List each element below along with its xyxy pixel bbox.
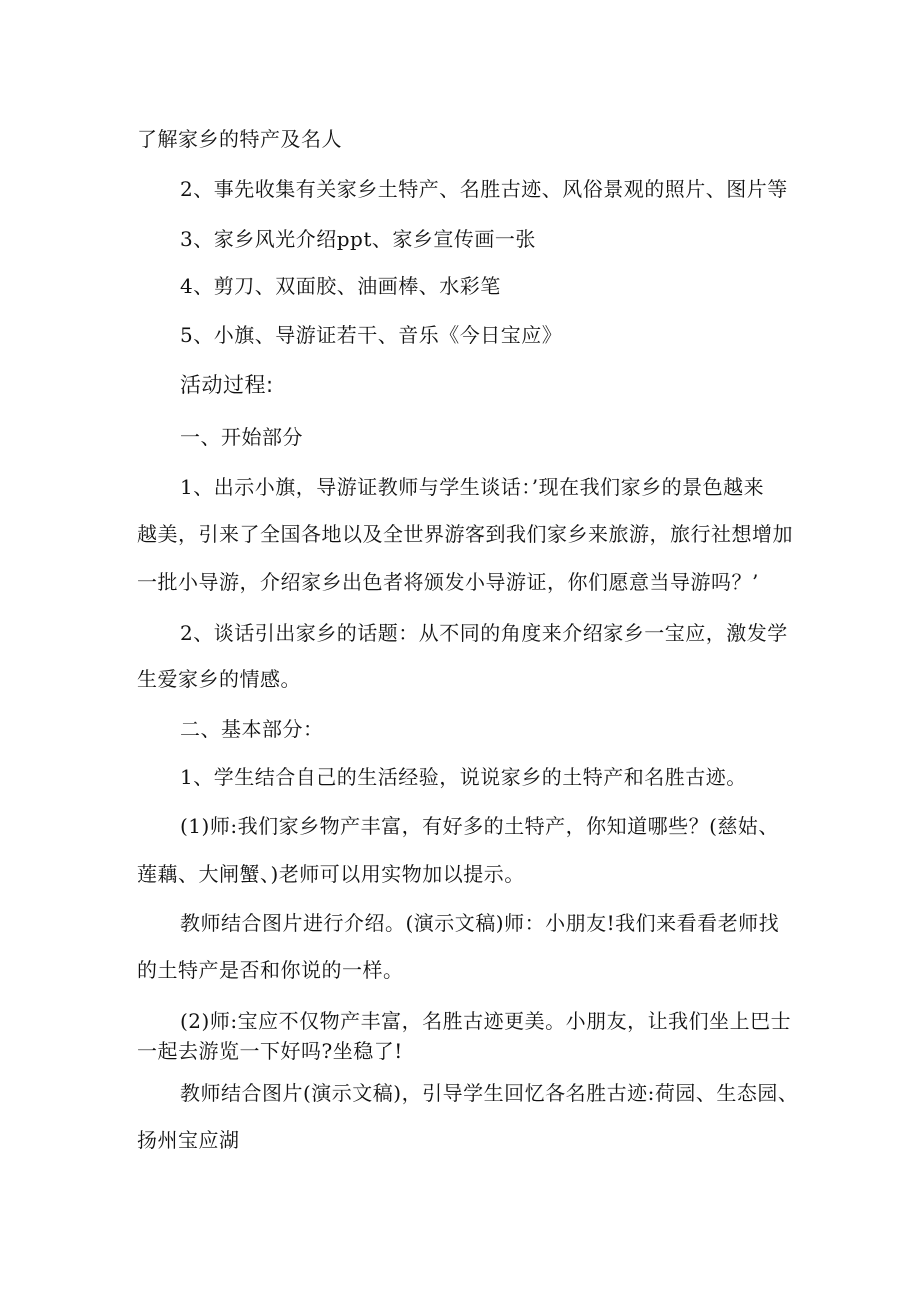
part2-teacher1-line1: 教师结合图片进行介绍。(演示文稿)师：小朋友!我们来看看老师找	[180, 911, 780, 935]
part1-paragraph1-line3: 一批小导游，介绍家乡出色者将颁发小导游证，你们愿意当导游吗？’	[137, 570, 759, 594]
part2-question1-line1: (1)师:我们家乡物产丰富，有好多的土特产，你知道哪些？(慈姑、	[180, 814, 779, 838]
materials-item-3: 3、家乡风光介绍ppt、家乡宣传画一张	[180, 227, 536, 251]
part2-question1-line2: 莲藕、大闸蟹、)老师可以用实物加以提示。	[137, 862, 525, 886]
materials-item1-continuation: 了解家乡的特产及名人	[137, 127, 342, 151]
part1-paragraph1-line1: 1、出示小旗，导游证教师与学生谈话：’现在我们家乡的景色越来	[180, 475, 765, 499]
part1-title: 一、开始部分	[180, 425, 303, 449]
part2-title: 二、基本部分：	[180, 717, 324, 741]
materials-item-4: 4、剪刀、双面胶、油画棒、水彩笔	[180, 274, 501, 298]
part2-paragraph1: 1、学生结合自己的生活经验，说说家乡的土特产和名胜古迹。	[180, 765, 747, 789]
part2-teacher2-line2: 扬州宝应湖	[137, 1128, 240, 1152]
materials-item-5: 5、小旗、导游证若干、音乐《今日宝应》	[180, 323, 563, 347]
process-heading: 活动过程:	[180, 373, 274, 397]
part2-teacher1-line2: 的土特产是否和你说的一样。	[137, 958, 404, 982]
materials-item-2: 2、事先收集有关家乡土特产、名胜古迹、风俗景观的照片、图片等	[180, 177, 788, 201]
part1-paragraph1-line2: 越美，引来了全国各地以及全世界游客到我们家乡来旅游，旅行社想增加	[137, 522, 793, 546]
part2-question2-line1: (2)师:宝应不仅物产丰富，名胜古迹更美。小朋友，让我们坐上巴士	[180, 1009, 792, 1033]
part2-teacher2-line1: 教师结合图片(演示文稿)，引导学生回忆各名胜古迹:荷园、生态园、	[180, 1081, 799, 1105]
part1-paragraph2-line2: 生爱家乡的情感。	[137, 667, 301, 691]
part2-question2-line2: 一起去游览一下好吗?坐稳了!	[137, 1039, 403, 1063]
part1-paragraph2-line1: 2、谈话引出家乡的话题：从不同的角度来介绍家乡一宝应，激发学	[180, 621, 788, 645]
